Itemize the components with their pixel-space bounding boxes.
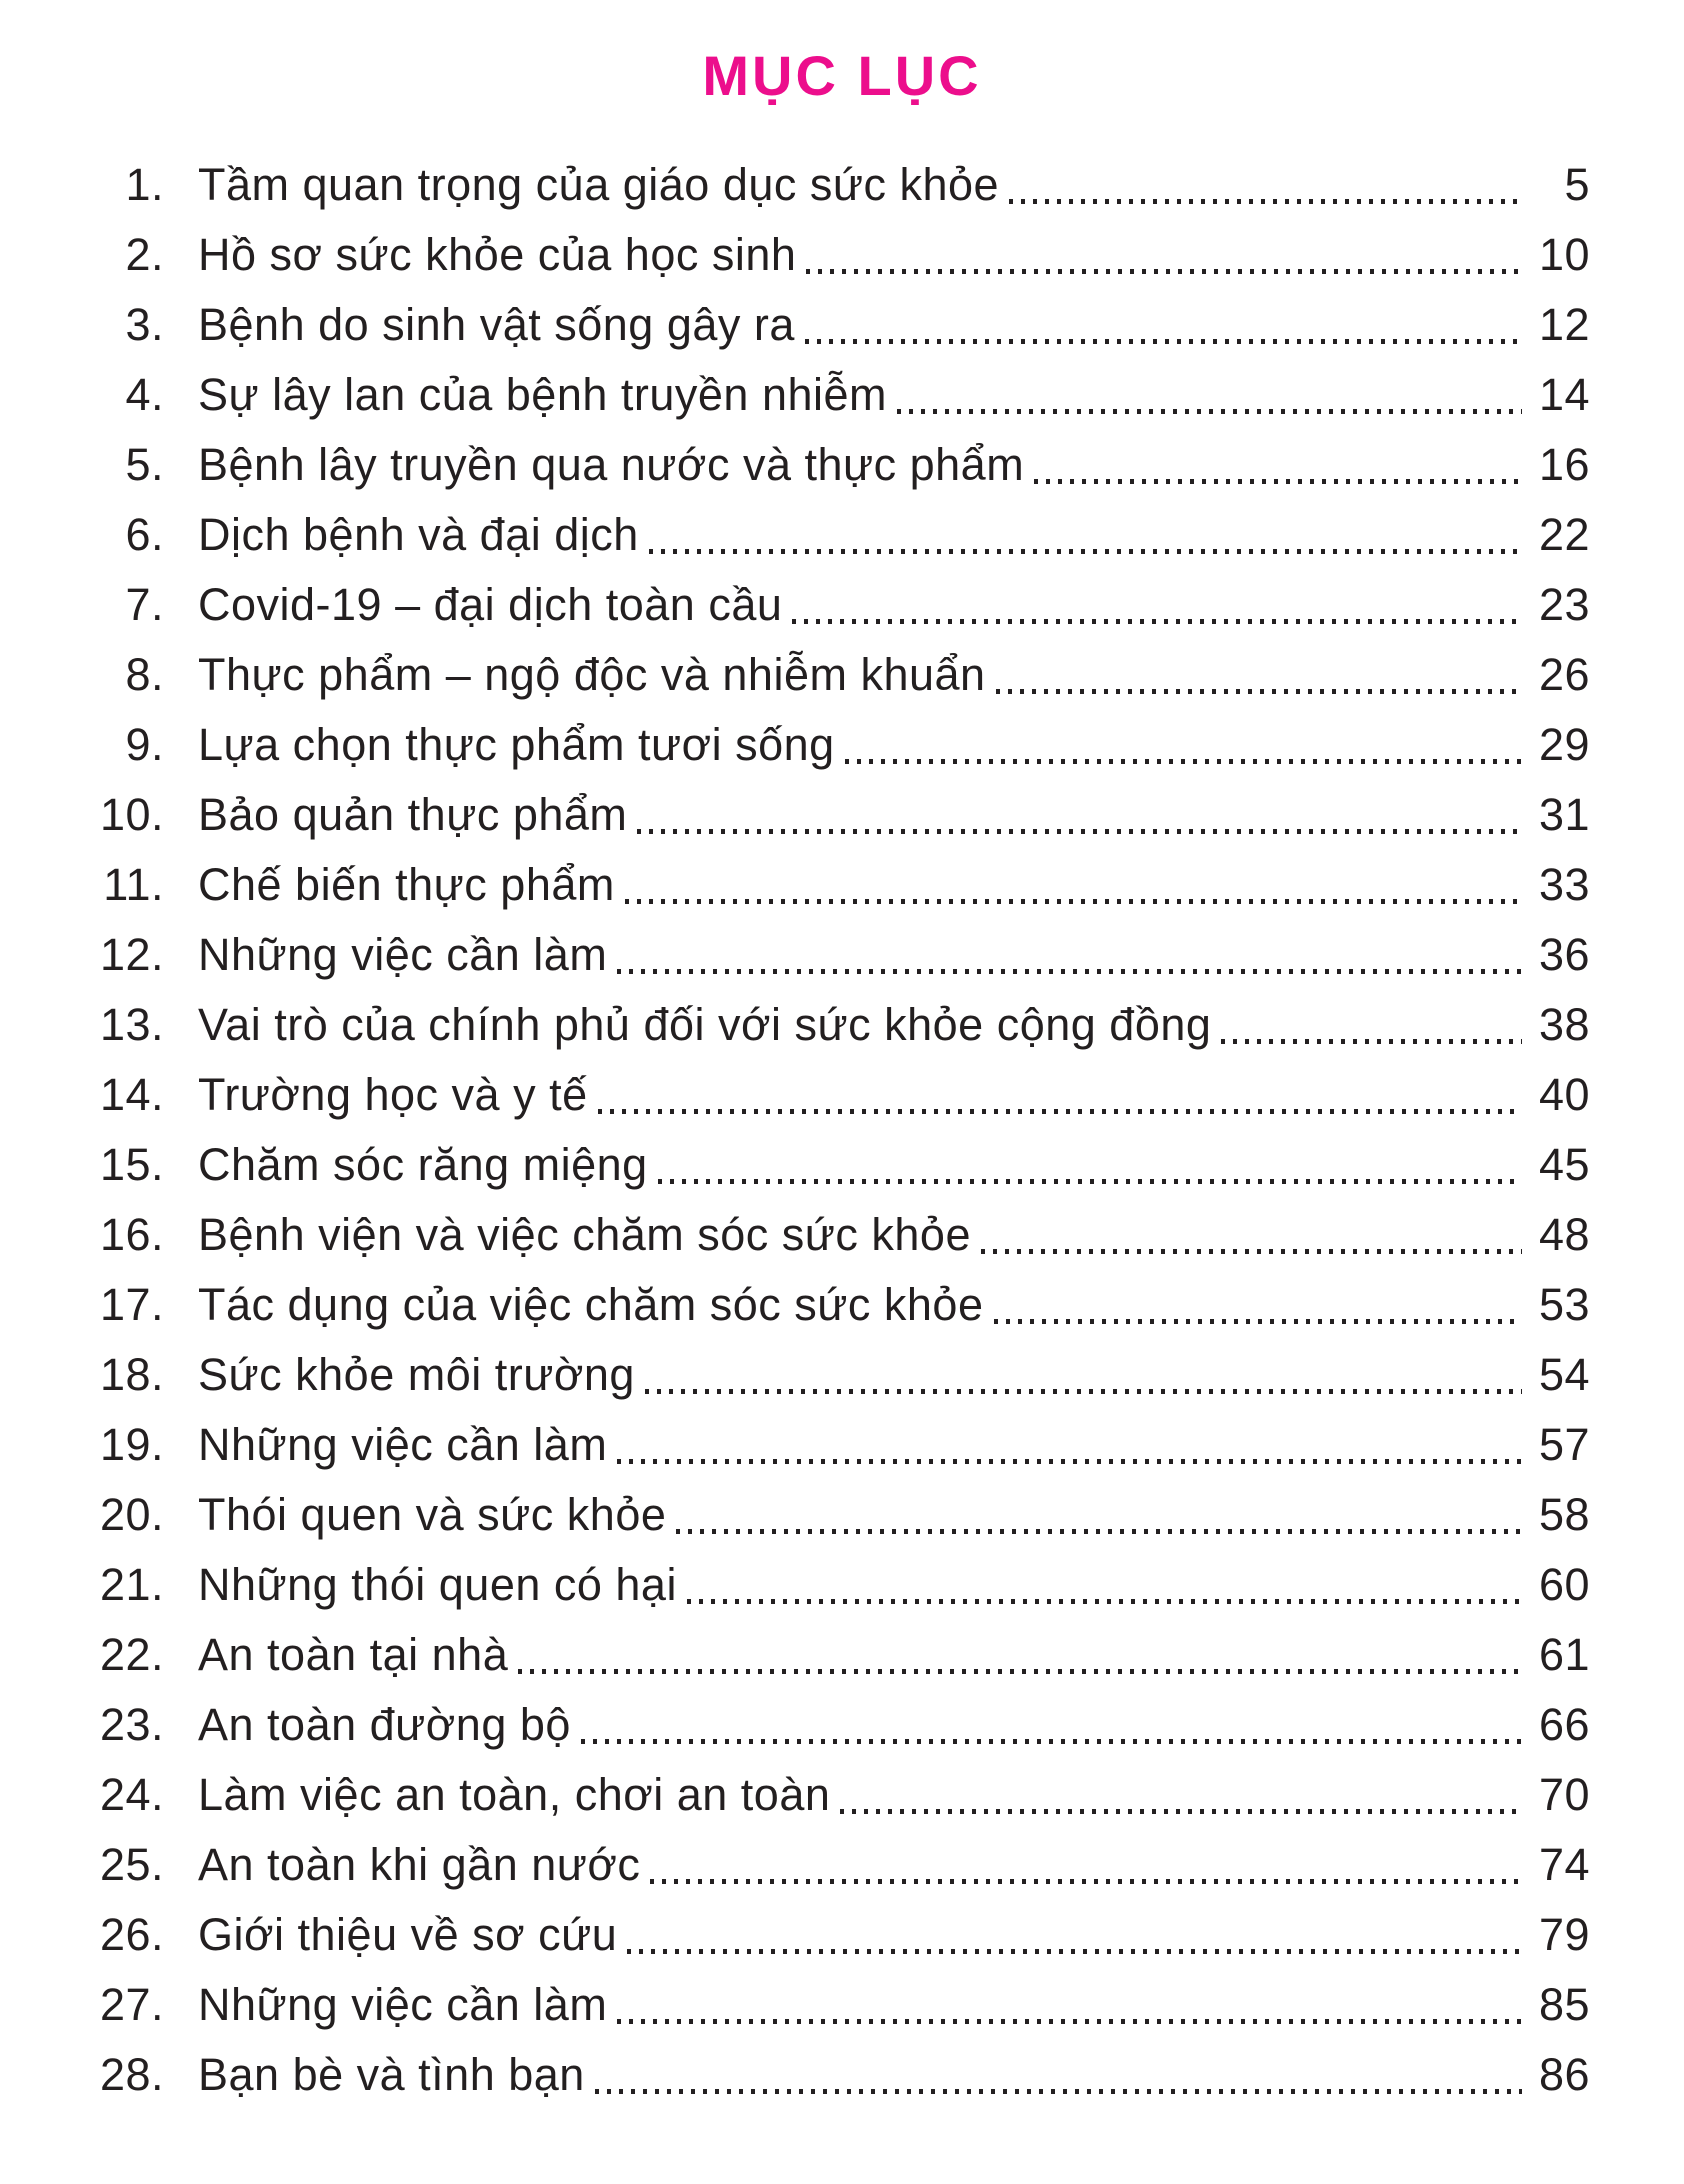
toc-item-page: 48 xyxy=(1538,1209,1590,1260)
toc-row xyxy=(94,1130,1590,1200)
toc-item-label: Thực phẩm – ngộ độc và nhiễm khuẩn xyxy=(198,649,986,700)
toc-item-page: 22 xyxy=(1538,509,1590,560)
toc-item-label: Chế biến thực phẩm xyxy=(198,859,615,910)
toc-item-label: Dịch bệnh và đại dịch xyxy=(198,509,639,560)
toc-item-page: 66 xyxy=(1538,1699,1590,1750)
toc-item-number: 26. xyxy=(99,1909,164,1960)
toc-row xyxy=(94,850,1590,920)
dotted-leader xyxy=(581,1739,1522,1744)
toc-item-page: 16 xyxy=(1538,439,1590,490)
toc-item-label: Bảo quản thực phẩm xyxy=(198,789,628,840)
toc-item-label: Những việc cần làm xyxy=(198,1419,608,1470)
toc-item-number: 19. xyxy=(99,1419,164,1470)
toc-item-number: 20. xyxy=(99,1489,164,1540)
toc-row xyxy=(94,1830,1590,1900)
toc-item-number: 14. xyxy=(99,1069,164,1120)
toc-row xyxy=(94,1480,1590,1550)
toc-item-label: An toàn đường bộ xyxy=(198,1699,571,1750)
toc-item-page: 61 xyxy=(1538,1629,1590,1680)
toc-item-number: 8. xyxy=(125,649,164,700)
toc-item-label: An toàn tại nhà xyxy=(198,1629,509,1680)
toc-row xyxy=(94,780,1590,850)
toc-item-label: Lựa chọn thực phẩm tươi sống xyxy=(198,719,835,770)
toc-item-label: Chăm sóc răng miệng xyxy=(198,1139,648,1190)
dotted-leader xyxy=(996,689,1522,694)
toc-item-number: 2. xyxy=(125,229,164,280)
toc-item-label: Giới thiệu về sơ cứu xyxy=(198,1909,618,1960)
dotted-leader xyxy=(805,339,1522,344)
dotted-leader xyxy=(676,1529,1522,1534)
dotted-leader xyxy=(617,969,1522,974)
toc-item-label: Thói quen và sức khỏe xyxy=(198,1489,667,1540)
toc-item-label: Bệnh lây truyền qua nước và thực phẩm xyxy=(198,439,1025,490)
toc-row xyxy=(94,640,1590,710)
toc-item-number: 28. xyxy=(99,2049,164,2100)
toc-item-page: 36 xyxy=(1538,929,1590,980)
toc-item-page: 31 xyxy=(1538,789,1590,840)
toc-row xyxy=(94,500,1590,570)
dotted-leader xyxy=(897,409,1522,414)
toc-item-label: Bạn bè và tình bạn xyxy=(198,2049,585,2100)
toc-item-page: 70 xyxy=(1538,1769,1590,1820)
toc-item-page: 57 xyxy=(1538,1419,1590,1470)
toc-item-label: Sức khỏe môi trường xyxy=(198,1349,635,1400)
toc-item-page: 54 xyxy=(1538,1349,1590,1400)
dotted-leader xyxy=(994,1319,1523,1324)
toc-item-label: An toàn khi gần nước xyxy=(198,1839,641,1890)
toc-item-label: Covid-19 – đại dịch toàn cầu xyxy=(198,579,783,630)
dotted-leader xyxy=(658,1179,1522,1184)
toc-item-number: 23. xyxy=(99,1699,164,1750)
toc-item-number: 3. xyxy=(125,299,164,350)
toc-row xyxy=(94,360,1590,430)
toc-item-number: 13. xyxy=(99,999,164,1050)
dotted-leader xyxy=(617,2019,1522,2024)
toc-row xyxy=(94,710,1590,780)
dotted-leader xyxy=(649,549,1522,554)
toc-item-label: Làm việc an toàn, chơi an toàn xyxy=(198,1769,831,1820)
page-title: MỤC LỤC xyxy=(702,44,982,107)
toc-item-number: 4. xyxy=(125,369,164,420)
toc-item-label: Tác dụng của việc chăm sóc sức khỏe xyxy=(198,1279,984,1330)
toc-item-label: Vai trò của chính phủ đối với sức khỏe cộng đồng xyxy=(198,999,1212,1050)
dotted-leader xyxy=(806,269,1522,274)
dotted-leader xyxy=(981,1249,1522,1254)
toc-item-page: 12 xyxy=(1538,299,1590,350)
toc-row xyxy=(94,1900,1590,1970)
dotted-leader xyxy=(598,1109,1522,1114)
toc-item-page: 85 xyxy=(1538,1979,1590,2030)
toc-item-label: Những thói quen có hại xyxy=(198,1559,677,1610)
toc-item-label: Trường học và y tế xyxy=(198,1069,588,1120)
toc-item-number: 12. xyxy=(99,929,164,980)
toc-item-label: Hồ sơ sức khỏe của học sinh xyxy=(198,229,797,280)
toc-item-page: 86 xyxy=(1538,2049,1590,2100)
toc-item-page: 53 xyxy=(1538,1279,1590,1330)
toc-item-number: 21. xyxy=(99,1559,164,1610)
dotted-leader xyxy=(637,829,1522,834)
toc-row xyxy=(94,1200,1590,1270)
toc-item-label: Tầm quan trọng của giáo dục sức khỏe xyxy=(198,159,1000,210)
toc-item-page: 40 xyxy=(1538,1069,1590,1120)
dotted-leader xyxy=(595,2089,1522,2094)
toc-item-number: 15. xyxy=(99,1139,164,1190)
toc-row xyxy=(94,1760,1590,1830)
toc-row xyxy=(94,990,1590,1060)
toc-row xyxy=(94,1270,1590,1340)
toc-item-label: Sự lây lan của bệnh truyền nhiễm xyxy=(198,369,888,420)
dotted-leader xyxy=(650,1879,1522,1884)
toc-row xyxy=(94,570,1590,640)
toc-list xyxy=(94,150,1590,2110)
toc-item-page: 14 xyxy=(1538,369,1590,420)
toc-row xyxy=(94,1060,1590,1130)
dotted-leader xyxy=(687,1599,1522,1604)
toc-row xyxy=(94,430,1590,500)
toc-row xyxy=(94,1690,1590,1760)
toc-item-page: 29 xyxy=(1538,719,1590,770)
toc-item-page: 26 xyxy=(1538,649,1590,700)
toc-item-number: 16. xyxy=(99,1209,164,1260)
toc-item-label: Những việc cần làm xyxy=(198,1979,608,2030)
toc-row xyxy=(94,1550,1590,1620)
toc-item-number: 18. xyxy=(99,1349,164,1400)
toc-item-number: 10. xyxy=(99,789,164,840)
dotted-leader xyxy=(1009,199,1522,204)
toc-item-label: Bệnh viện và việc chăm sóc sức khỏe xyxy=(198,1209,971,1260)
toc-item-page: 58 xyxy=(1538,1489,1590,1540)
toc-item-label: Những việc cần làm xyxy=(198,929,608,980)
toc-item-number: 11. xyxy=(103,859,164,910)
toc-row xyxy=(94,1970,1590,2040)
toc-item-page: 10 xyxy=(1538,229,1590,280)
dotted-leader xyxy=(627,1949,1522,1954)
toc-row xyxy=(94,1340,1590,1410)
toc-item-page: 33 xyxy=(1538,859,1590,910)
toc-item-number: 5. xyxy=(125,439,164,490)
toc-item-number: 9. xyxy=(125,719,164,770)
toc-item-number: 27. xyxy=(99,1979,164,2030)
toc-item-page: 60 xyxy=(1538,1559,1590,1610)
dotted-leader xyxy=(792,619,1522,624)
dotted-leader xyxy=(625,899,1522,904)
dotted-leader xyxy=(518,1669,1522,1674)
toc-row xyxy=(94,1410,1590,1480)
toc-row xyxy=(94,2040,1590,2110)
toc-item-label: Bệnh do sinh vật sống gây ra xyxy=(198,299,795,350)
dotted-leader xyxy=(1034,479,1522,484)
dotted-leader xyxy=(1221,1039,1522,1044)
toc-item-number: 6. xyxy=(125,509,164,560)
dotted-leader xyxy=(845,759,1522,764)
dotted-leader xyxy=(645,1389,1522,1394)
toc-item-number: 22. xyxy=(99,1629,164,1680)
toc-item-number: 25. xyxy=(99,1839,164,1890)
toc-row xyxy=(94,920,1590,990)
toc-item-number: 24. xyxy=(99,1769,164,1820)
toc-item-page: 5 xyxy=(1564,159,1590,210)
toc-row xyxy=(94,220,1590,290)
toc-row xyxy=(94,1620,1590,1690)
toc-item-page: 38 xyxy=(1538,999,1590,1050)
toc-item-number: 1. xyxy=(125,159,164,210)
dotted-leader xyxy=(617,1459,1522,1464)
toc-item-number: 7. xyxy=(125,579,164,630)
toc-item-page: 74 xyxy=(1538,1839,1590,1890)
toc-row xyxy=(94,150,1590,220)
toc-item-page: 79 xyxy=(1538,1909,1590,1960)
dotted-leader xyxy=(840,1809,1522,1814)
toc-item-number: 17. xyxy=(99,1279,164,1330)
toc-item-page: 45 xyxy=(1538,1139,1590,1190)
toc-item-page: 23 xyxy=(1538,579,1590,630)
toc-row xyxy=(94,290,1590,360)
